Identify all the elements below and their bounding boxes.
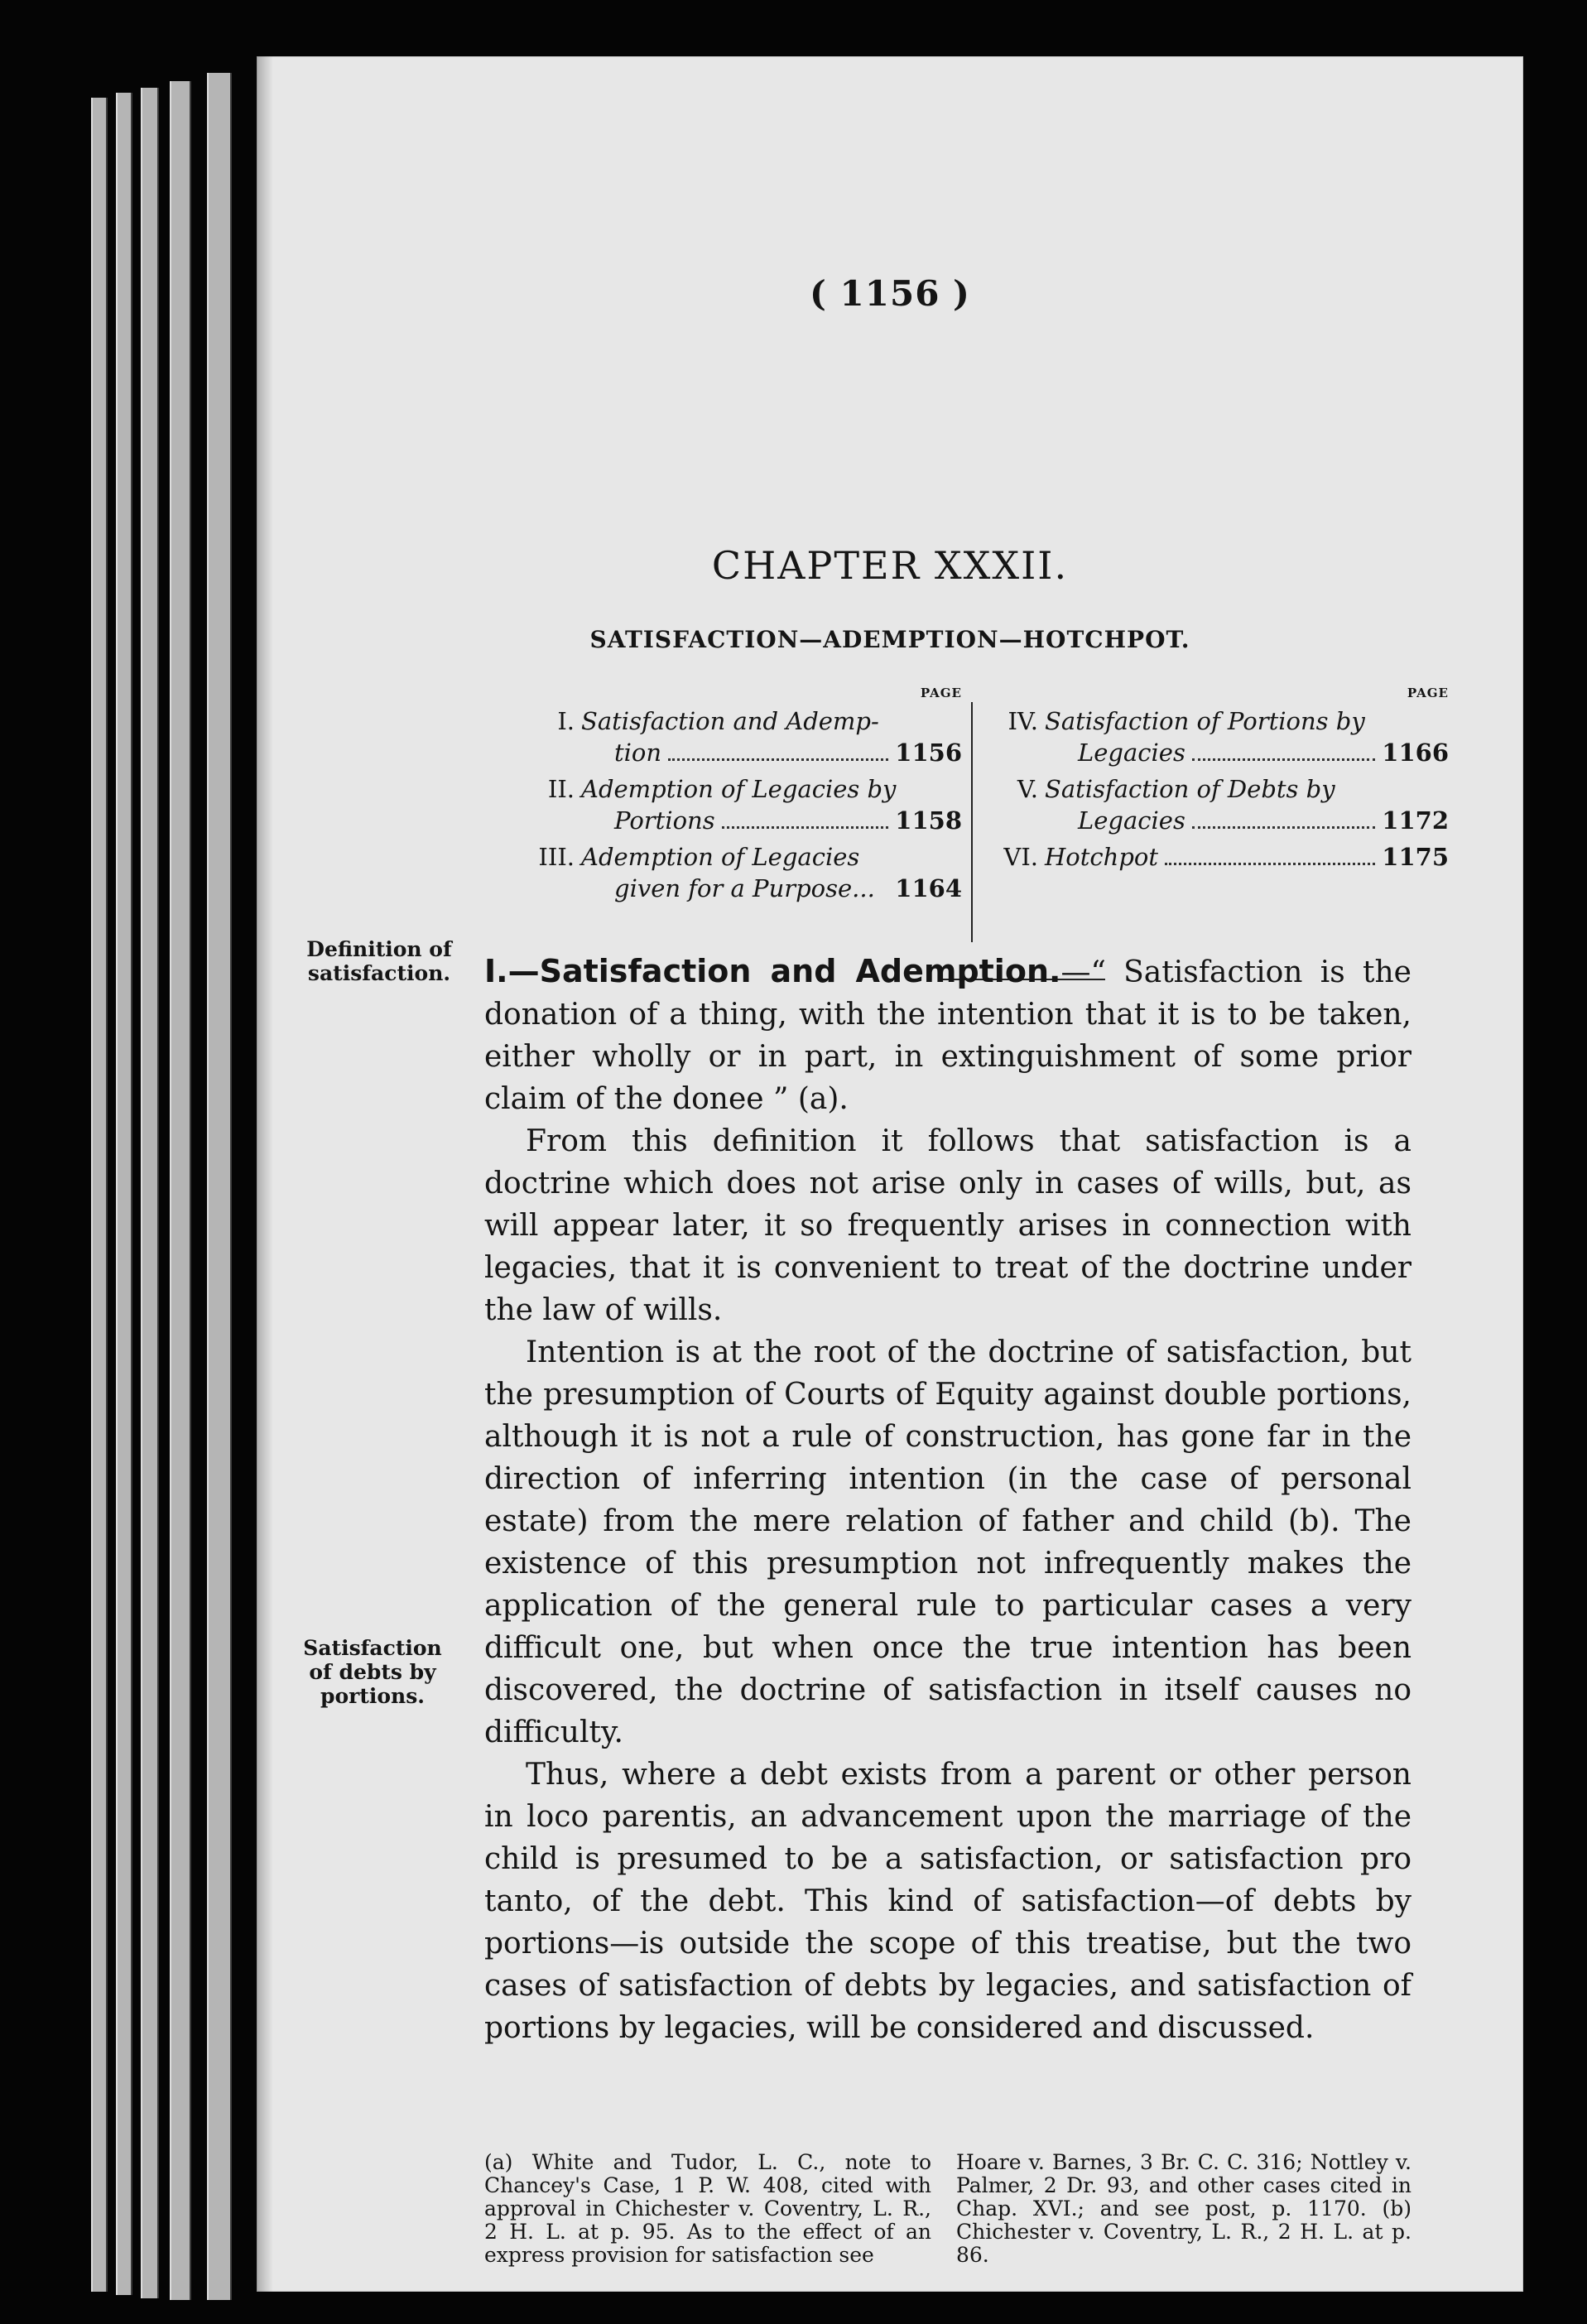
toc-entry-number: V.	[1017, 775, 1038, 803]
page-stack-edge	[141, 88, 159, 2298]
section-heading: I.—Satisfaction and Ademption.	[484, 953, 1061, 989]
page-number: ( 1156 )	[810, 273, 970, 314]
toc-left-column	[522, 686, 962, 909]
paragraph: Thus, where a debt exists from a parent or other person in loco parentis, an advancement upon the marriage of the child is presumed to be a satisfaction, or satisfaction pro tanto, of the debt. This kind of satisfaction—of debts by portions—is outside the scope of this treatise, but the two cases of satisfaction of debts by legacies, and satisfaction of portions by legacies, will be considered and discussed.	[484, 1758, 1411, 2045]
page-stack-edge	[91, 98, 108, 2292]
toc-entry-title: Satisfaction and Ademp-	[581, 707, 879, 735]
toc-page-header: PAGE	[920, 686, 962, 700]
book-page	[257, 56, 1523, 2292]
toc-entry-title: Hotchpot	[1045, 843, 1158, 871]
toc-entry-page: 1158	[895, 806, 962, 835]
chapter-title: CHAPTER XXXII.	[711, 543, 1069, 588]
paragraph	[484, 950, 1411, 1120]
toc-entry-title: Ademption of Legacies by	[581, 775, 897, 803]
toc-entry-title: Satisfaction of Portions by	[1045, 707, 1365, 735]
toc-entry-title: Ademption of Legacies	[581, 843, 860, 871]
toc-right-column	[985, 686, 1449, 878]
toc-entry	[522, 705, 962, 768]
footnote-left: (a) White and Tudor, L. C., note to Chancey's Case, 1 P. W. 408, cited with approval in Chichester v. Coventry, L. R., 2 H. L. at p. 95. As to the effect of an express provision for satisfaction see	[484, 2150, 931, 2267]
toc-entry	[985, 841, 1449, 873]
toc-page-header: PAGE	[1407, 686, 1449, 700]
toc-entry-title-cont: tion	[614, 739, 662, 767]
toc-entry-number: VI.	[1003, 843, 1038, 871]
paragraph-text: —“ Satisfaction is the donation of a thing, with the intention that it is to be taken, either wholly or in part, in extinguishment of some prior claim of the donee ” (a).	[484, 955, 1411, 1116]
toc-entry	[522, 773, 962, 836]
footnote-right: Hoare v. Barnes, 3 Br. C. C. 316; Nottley v. Palmer, 2 Dr. 93, and other cases cited in Chap. XVI.; and see post, p. 1170. (b) Chichester v. Coventry, L. R., 2 H. L. at p. 86.	[956, 2150, 1411, 2267]
toc-entry	[522, 841, 962, 904]
paragraph: From this definition it follows that satisfaction is a doctrine which does not arise only in cases of wills, but, as will appear later, it so frequently arises in connection with legacies, that it is convenient to treat of the doctrine under the law of wills.	[484, 1124, 1411, 1327]
margin-note-definition: Definition of satisfaction.	[306, 937, 452, 985]
chapter-subtitle: SATISFACTION—ADEMPTION—HOTCHPOT.	[589, 626, 1190, 653]
paragraph: Intention is at the root of the doctrine of satisfaction, but the presumption of Courts of Equity against double portions, although it is not a rule of construction, has gone far in the direction of inferring intention (in the case of personal estate) from the mere relation of father and child (b). The existence of this presumption not infrequently makes the application of the general rule to particular cases a very difficult one, but when once the true intention has been discovered, the doctrine of satisfaction in itself causes no difficulty.	[484, 1335, 1411, 1749]
page-stack-edge	[116, 93, 132, 2295]
toc-entry-number: II.	[547, 775, 575, 803]
margin-note-debts-by-portions: Satisfaction of debts by portions.	[303, 1636, 442, 1708]
toc-entry-title-cont: given for a Purpose...	[614, 874, 875, 902]
toc-entry-number: I.	[557, 707, 575, 735]
toc-divider	[971, 702, 973, 942]
page-gutter-shadow	[257, 56, 273, 2292]
toc-entry-number: III.	[538, 843, 575, 871]
toc-entry-page: 1172	[1382, 806, 1449, 835]
toc-entry-title-cont: Legacies	[1078, 739, 1185, 767]
toc-entry-title-cont: Legacies	[1078, 806, 1185, 835]
toc-entry-page: 1156	[895, 739, 962, 767]
toc-entry-page: 1175	[1382, 843, 1449, 871]
page-stack-edge	[170, 81, 191, 2300]
toc-entry-page: 1166	[1382, 739, 1449, 767]
toc-entry	[985, 705, 1449, 768]
table-of-contents	[522, 686, 1449, 950]
toc-entry-title: Satisfaction of Debts by	[1045, 775, 1335, 803]
toc-entry	[985, 773, 1449, 836]
toc-entry-title-cont: Portions	[614, 806, 715, 835]
toc-entry-page: 1164	[895, 874, 962, 902]
page-stack-edge	[207, 73, 232, 2300]
toc-entry-number: IV.	[1008, 707, 1038, 735]
main-text	[484, 950, 1411, 2049]
